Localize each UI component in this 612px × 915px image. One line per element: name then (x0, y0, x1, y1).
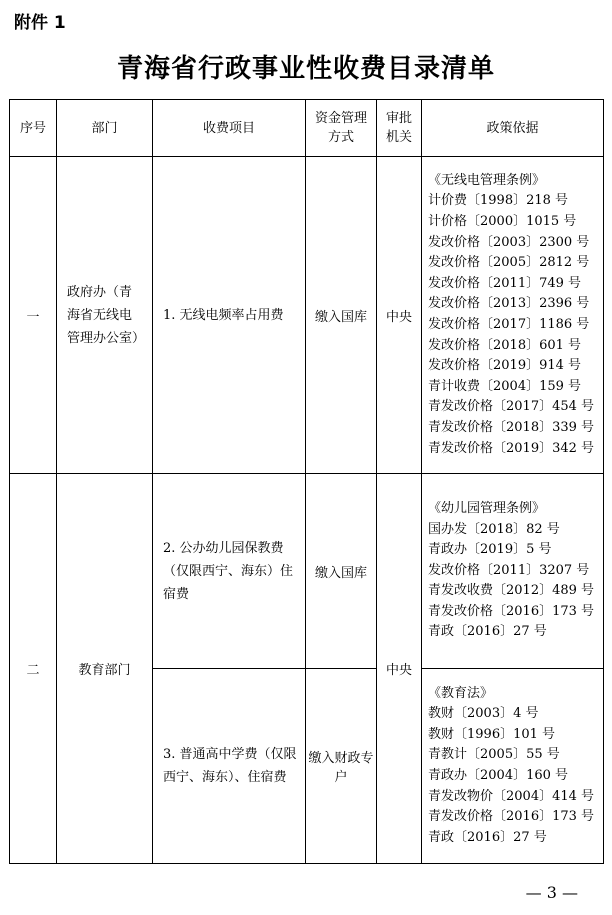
header-dept: 部门 (57, 100, 153, 157)
attachment-label: 附件 1 (14, 13, 66, 33)
row2-seq: 二 (10, 474, 57, 864)
basis-line: 国办发〔2018〕82 号 (428, 521, 560, 537)
table-row (10, 157, 604, 474)
basis-line: 发改价格〔2019〕914 号 (428, 358, 582, 374)
basis-line: 发改价格〔2013〕2396 号 (428, 296, 590, 312)
page-title: 青海省行政事业性收费目录清单 (116, 54, 495, 84)
basis-line: 青政办〔2004〕160 号 (428, 768, 569, 783)
header-item: 收费项目 (153, 100, 306, 157)
row3-fund: 缴入财政专户 (306, 669, 377, 864)
basis-line: 发改价格〔2003〕2300 号 (428, 234, 590, 250)
basis-line: 青发改价格〔2016〕173 号 (428, 809, 595, 825)
basis-line: 青政〔2016〕27 号 (428, 624, 547, 640)
header-approver-line1: 审批 (385, 111, 412, 126)
row1-dept: 政府办（青海省无线电管理办公室） (57, 157, 153, 474)
basis-line: 青政办〔2019〕5 号 (428, 542, 552, 558)
basis-line: 发改价格〔2005〕2812 号 (428, 255, 590, 271)
table-header-row (10, 100, 604, 157)
basis-line: 《幼儿园管理条例》 (428, 500, 546, 516)
basis-line: 发改价格〔2011〕3207 号 (428, 562, 590, 578)
row2-basis (422, 474, 604, 669)
row2-item: 2. 公办幼儿园保教费（仅限西宁、海东）住宿费 (153, 474, 306, 669)
row3-basis (422, 669, 604, 864)
basis-line: 青政〔2016〕27 号 (428, 829, 547, 845)
basis-line: 发改价格〔2017〕1186 号 (428, 317, 590, 332)
basis-line: 发改价格〔2018〕601 号 (428, 337, 582, 353)
basis-line: 青发改价格〔2016〕173 号 (428, 603, 595, 619)
basis-line: 计价费〔1998〕218 号 (428, 193, 569, 209)
basis-line: 发改价格〔2011〕749 号 (428, 275, 582, 291)
basis-line: 青发改价格〔2019〕342 号 (428, 440, 595, 456)
basis-line: 《教育法》 (428, 685, 494, 701)
basis-line: 《无线电管理条例》 (428, 172, 546, 188)
row2-fund: 缴入国库 (306, 474, 377, 669)
fee-catalog-table (9, 99, 604, 864)
basis-line: 教财〔1996〕101 号 (428, 726, 556, 742)
header-fund (306, 100, 377, 157)
row3-item: 3. 普通高中学费（仅限西宁、海东）、住宿费 (153, 669, 306, 864)
row2-approver: 中央 (377, 474, 422, 864)
row1-basis (422, 157, 604, 474)
basis-line: 计价格〔2000〕1015 号 (428, 214, 577, 230)
page-number: — 3 — (525, 883, 578, 902)
basis-line: 青发改价格〔2018〕339 号 (428, 419, 595, 435)
table-row (10, 474, 604, 669)
basis-line: 青发改收费〔2012〕489 号 (428, 583, 595, 599)
row1-seq: 一 (10, 157, 57, 474)
header-fund-line1: 资金管理 (314, 111, 367, 126)
header-seq: 序号 (10, 100, 57, 157)
basis-line: 教财〔2003〕4 号 (428, 706, 539, 722)
basis-line: 青计收费〔2004〕159 号 (428, 378, 582, 394)
row2-dept: 教育部门 (57, 474, 153, 864)
row1-approver: 中央 (377, 157, 422, 474)
header-approver-line2: 机关 (385, 130, 412, 145)
basis-line: 青教计〔2005〕55 号 (428, 747, 560, 763)
row1-item: 1. 无线电频率占用费 (153, 157, 306, 474)
row1-fund: 缴入国库 (306, 157, 377, 474)
header-fund-line2: 方式 (327, 130, 354, 145)
basis-line: 青发改价格〔2017〕454 号 (428, 399, 595, 415)
header-approver (377, 100, 422, 157)
header-basis: 政策依据 (422, 100, 604, 157)
basis-line: 青发改物价〔2004〕414 号 (428, 788, 595, 804)
